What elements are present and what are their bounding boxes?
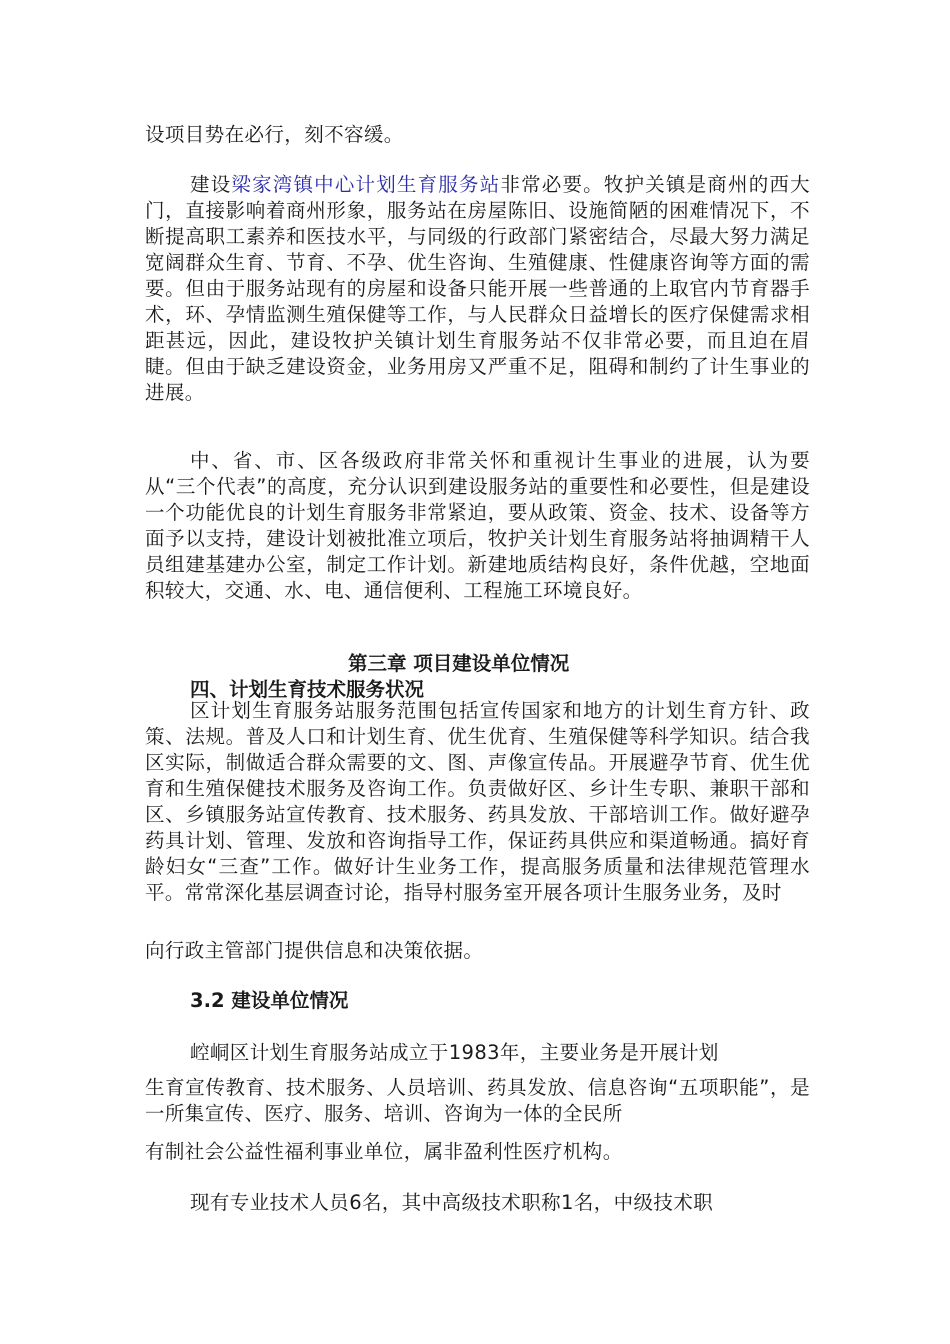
paragraph-necessity-body: 非常必要。牧护关镇是商州的西大门，直接影响着商州形象，服务站在房屋陈旧、设施简陋的困难情况下，不断提高职工素养和医技水平，与同级的行政部门紧密结合，尽最大努力满足宽阔群众生育、节育、不孕、优生咨询、生殖健康、性健康咨询等方面的需要。但由于服务站现有的房屋和设备只能开展一些普通的上取官内节育器手术，环、孕情监测生殖保健等工作，与人民群众日益增长的医疗保健需求相距甚远，因此，建设牧护关镇计划生育服务站不仅非常必要，而且迫在眉睫。但由于缺乏建设资金，业务用房又严重不足，阻碍和制约了计生事业的进展。 xyxy=(145,173,810,404)
paragraph-unit-line2: 生育宣传教育、技术服务、人员培训、药具发放、信息咨询“五项职能”，是一所集宣传、医疗、服务、培训、咨询为一体的全民所 xyxy=(145,1076,810,1125)
paragraph-unit-line3: 有制社会公益性福利事业单位，属非盈利性医疗机构。 xyxy=(145,1140,623,1163)
section-title-unit: 3.2 建设单位情况 xyxy=(190,989,349,1012)
paragraph-staff: 现有专业技术人员6名，其中高级技术职称1名，中级技术职 xyxy=(190,1191,714,1214)
chapter-title: 第三章 项目建设单位情况 xyxy=(348,652,570,675)
service-station-link[interactable]: 梁家湾镇中心计划生育服务站 xyxy=(231,173,501,196)
section-title-service-status: 四、计划生育技术服务状况 xyxy=(190,678,425,701)
paragraph-necessity xyxy=(145,172,810,406)
paragraph-service-scope: 区计划生育服务站服务范围包括宣传国家和地方的计划生育方针、政策、法规。普及人口和计划生育、优生优育、生殖保健等科学知识。结合我区实际，制做适合群众需要的文、图、声像宣传品。开展避孕节育、优生优育和生殖保健技术服务及咨询工作。负责做好区、乡计生专职、兼职干部和区、乡镇服务站宣传教育、技术服务、药具发放、干部培训工作。做好避孕药具计划、管理、发放和咨询指导工作，保证药具供应和渠道畅通。搞好育龄妇女“三查”工作。做好计生业务工作，提高服务质量和法律规范管理水平。常常深化基层调查讨论，指导村服务室开展各项计生服务业务，及时 xyxy=(145,699,810,904)
paragraph-continuation: 设项目势在必行，刻不容缓。 xyxy=(145,123,404,146)
paragraph-necessity-prefix: 建设 xyxy=(190,173,232,196)
paragraph-government-support: 中、省、市、区各级政府非常关怀和重视计生事业的进展，认为要从“三个代表”的高度，充分认识到建设服务站的重要性和必要性，但是建设一个功能优良的计划生育服务非常紧迫，要从政策、资金、技术、设备等方面予以支持，建设计划被批准立项后，牧护关计划生育服务站将抽调精干人员组建基建办公室，制定工作计划。新建地质结构良好，条件优越，空地面积较大，交通、水、电、通信便利、工程施工环境良好。 xyxy=(145,449,810,602)
paragraph-service-scope-last-line: 向行政主管部门提供信息和决策依据。 xyxy=(145,939,484,962)
paragraph-unit-line1: 崆峒区计划生育服务站成立于1983年，主要业务是开展计划 xyxy=(190,1041,719,1064)
